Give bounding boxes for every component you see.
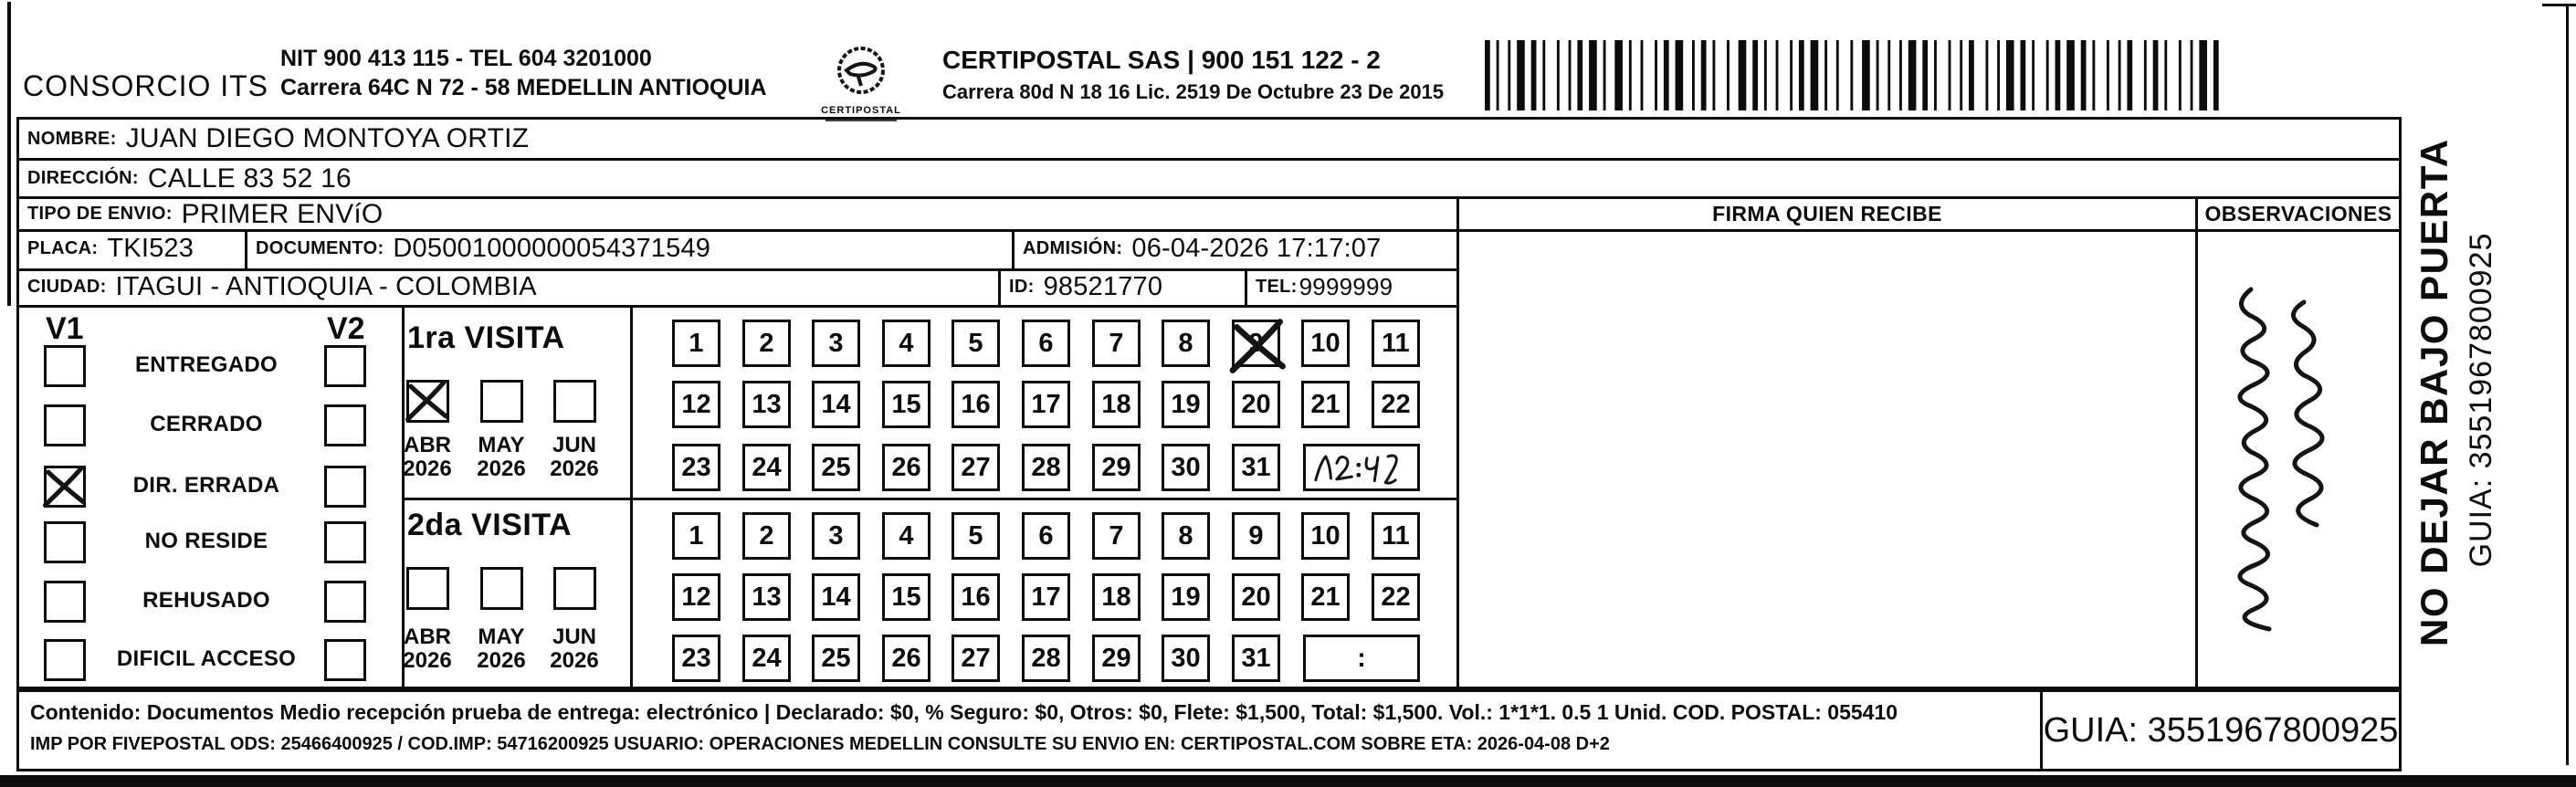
v2-checkbox-dificil-acceso <box>324 639 366 681</box>
tel-cell <box>1247 271 1456 302</box>
second-visit-day-14: 14 <box>812 573 860 621</box>
first-visit-day-13: 13 <box>742 381 791 428</box>
first-visit-day-2: 2 <box>742 320 791 367</box>
second-visit-day-13: 13 <box>742 573 791 621</box>
first-visit-day-10: 10 <box>1301 320 1350 367</box>
first-visit-day-31: 31 <box>1232 444 1280 491</box>
first-visit-day-6: 6 <box>1022 320 1070 367</box>
first-visit-day-25: 25 <box>812 444 860 491</box>
second-visit-day-21: 21 <box>1301 573 1350 621</box>
first-visit-title: 1ra VISITA <box>407 320 565 355</box>
id-cell <box>1001 271 1245 302</box>
observaciones-header: OBSERVACIONES <box>2204 202 2392 226</box>
v1-checkbox-cerrado <box>44 404 86 446</box>
handwriting-icon <box>2213 275 2346 640</box>
footer-band <box>16 689 2402 771</box>
observaciones-handwriting <box>2213 275 2346 640</box>
admision-cell <box>1015 232 1456 266</box>
first-visit-day-17: 17 <box>1022 381 1070 428</box>
first-visit-month-checkbox-may <box>480 380 523 423</box>
first-visit-day-7: 7 <box>1092 320 1141 367</box>
second-visit-year-label: 2026 <box>403 648 452 673</box>
first-visit-day-18: 18 <box>1092 381 1141 428</box>
first-visit-day-14: 14 <box>812 381 860 428</box>
status-options <box>19 120 402 687</box>
first-visit-month-checkbox-abr <box>406 380 449 423</box>
first-visit-day-1: 1 <box>672 320 720 367</box>
second-visit-day-4: 4 <box>882 512 931 560</box>
first-visit-day-11: 11 <box>1372 320 1420 367</box>
second-visit-time-box: : <box>1303 635 1420 682</box>
second-visit-day-19: 19 <box>1162 573 1210 621</box>
first-visit-day-4: 4 <box>882 320 931 367</box>
first-visit-month-label: ABR <box>404 433 451 457</box>
carrier-line1: CERTIPOSTAL SAS | 900 151 122 - 2 <box>942 46 1381 74</box>
side-guia: GUIA: 3551967800925 <box>2464 232 2498 568</box>
second-visit-day-6: 6 <box>1022 512 1070 560</box>
second-visit-month-label: MAY <box>478 624 525 649</box>
carrier-info <box>942 46 1444 104</box>
second-visit-day-23: 23 <box>672 635 720 682</box>
second-visit-day-12: 12 <box>672 573 720 621</box>
company-info <box>280 44 767 102</box>
first-visit-day-5: 5 <box>952 320 1000 367</box>
company-info-line1: NIT 900 413 115 - TEL 604 3201000 <box>280 46 652 71</box>
v1-header: V1 <box>46 311 84 346</box>
second-visit-month-label: ABR <box>404 624 451 649</box>
status-option-label: DIFICIL ACCESO <box>116 646 297 671</box>
admision-value: 06-04-2026 17:17:07 <box>1131 234 1382 263</box>
v1-checkbox-entregado <box>44 345 86 387</box>
first-visit-year-label: 2026 <box>477 456 526 481</box>
ciudad-value: ITAGUI - ANTIOQUIA - COLOMBIA <box>115 271 537 301</box>
first-visit-day-29: 29 <box>1092 444 1141 491</box>
first-visit-day-26: 26 <box>882 444 931 491</box>
second-visit-month-label: JUN <box>552 624 596 649</box>
second-visit-title: 2da VISITA <box>407 508 573 542</box>
second-visit-day-10: 10 <box>1301 512 1350 560</box>
second-visit-day-9: 9 <box>1232 512 1280 560</box>
second-visit-day-25: 25 <box>812 635 860 682</box>
second-visit-day-26: 26 <box>882 635 931 682</box>
second-visit-day-22: 22 <box>1372 573 1420 621</box>
second-visit-day-3: 3 <box>812 512 860 560</box>
second-visit-day-27: 27 <box>952 635 1000 682</box>
first-visit-day-21: 21 <box>1301 381 1350 428</box>
right-edge-line <box>2566 5 2569 765</box>
nombre-label: NOMBRE: <box>27 128 117 149</box>
tel-value: 9999999 <box>1299 272 1393 300</box>
status-option-label: DIR. ERRADA <box>132 473 280 498</box>
carrier-line2: Carrera 80d N 18 16 Lic. 2519 De Octubre 23 De 2015 <box>942 80 1445 103</box>
second-visit-day-15: 15 <box>882 573 931 621</box>
first-visit-month-checkbox-jun <box>553 380 596 423</box>
v1-checkbox-no-reside <box>44 521 86 563</box>
v1-checkbox-dir-errada <box>44 466 86 508</box>
left-edge-line <box>7 2 11 306</box>
second-visit-day-31: 31 <box>1232 635 1280 682</box>
second-visit-day-17: 17 <box>1022 573 1070 621</box>
first-visit-day-22: 22 <box>1372 381 1420 428</box>
first-visit-day-28: 28 <box>1022 444 1070 491</box>
documento-label: DOCUMENTO: <box>256 238 384 258</box>
second-visit-day-29: 29 <box>1092 635 1141 682</box>
company-name: CONSORCIO ITS <box>23 69 269 102</box>
tel-label: TEL: <box>1256 276 1298 297</box>
second-visit-year-label: 2026 <box>550 648 599 673</box>
side-warning: NO DEJAR BAJO PUERTA <box>2413 138 2455 646</box>
first-visit-time-handwriting <box>1303 444 1420 491</box>
second-visit-month-checkbox-jun <box>553 567 596 610</box>
first-visit-day-15: 15 <box>882 381 931 428</box>
first-visit-month-label: JUN <box>552 433 596 457</box>
top-right-tick <box>2542 4 2576 6</box>
second-visit-month-checkbox-abr <box>406 567 449 610</box>
footer-guia: GUIA: 3551967800925 <box>2043 710 2399 750</box>
status-option-label: ENTREGADO <box>134 352 279 377</box>
first-visit-day-24: 24 <box>742 444 791 491</box>
direccion-value: CALLE 83 52 16 <box>147 163 352 194</box>
status-option-label: CERRADO <box>150 412 263 436</box>
admision-label: ADMISIÓN: <box>1023 238 1123 258</box>
company-info-line2: Carrera 64C N 72 - 58 MEDELLIN ANTIOQUIA <box>280 75 767 100</box>
second-visit-day-28: 28 <box>1022 635 1070 682</box>
second-visit-day-8: 8 <box>1162 512 1210 560</box>
v2-checkbox-rehusado <box>324 581 366 623</box>
first-visit-day-19: 19 <box>1162 381 1210 428</box>
first-visit-year-label: 2026 <box>403 456 452 481</box>
first-visit-day-12: 12 <box>672 381 720 428</box>
first-visit-month-label: MAY <box>478 433 525 457</box>
second-visit-day-1: 1 <box>672 512 720 560</box>
first-visit-day-30: 30 <box>1162 444 1210 491</box>
second-visit-day-5: 5 <box>952 512 1000 560</box>
bottom-scan-bar <box>0 775 2576 787</box>
second-visit-month-checkbox-may <box>480 567 523 610</box>
first-visit-day-8: 8 <box>1162 320 1210 367</box>
second-visit-day-18: 18 <box>1092 573 1141 621</box>
second-visit-year-label: 2026 <box>477 648 526 673</box>
id-label: ID: <box>1009 276 1035 297</box>
v2-header: V2 <box>327 311 365 346</box>
certipostal-logo <box>815 44 907 121</box>
id-value: 98521770 <box>1043 271 1163 301</box>
tipo-envio-value: PRIMER ENVíO <box>181 199 384 229</box>
v2-checkbox-dir-errada <box>324 466 366 508</box>
footer-line1: Contenido: Documentos Medio recepción prueba de entrega: electrónico | Declarado: $0, % Seguro: $0, Otros: $0, Flete: $1,500, Total: $1,500. Vol.: 1*1*1. 0.5 1 Unid. COD. POSTAL: 055410 <box>30 700 1898 724</box>
certipostal-logo-icon <box>831 44 891 100</box>
first-visit-day-16: 16 <box>952 381 1000 428</box>
ciudad-label: CIUDAD: <box>27 276 107 297</box>
first-visit-day-27: 27 <box>952 444 1000 491</box>
placa-label: PLACA: <box>27 238 99 258</box>
second-visit-day-20: 20 <box>1232 573 1280 621</box>
second-visit-day-24: 24 <box>742 635 791 682</box>
v2-checkbox-no-reside <box>324 521 366 563</box>
firma-header: FIRMA QUIEN RECIBE <box>1712 202 1942 226</box>
first-visit-day-23: 23 <box>672 444 720 491</box>
v2-checkbox-entregado <box>324 345 366 387</box>
firma-area <box>1459 229 2195 687</box>
tipo-envio-label: TIPO DE ENVIO: <box>27 204 173 224</box>
second-visit-day-16: 16 <box>952 573 1000 621</box>
v1-checkbox-rehusado <box>44 581 86 623</box>
second-visit-day-11: 11 <box>1372 512 1420 560</box>
first-visit-day-20: 20 <box>1232 381 1280 428</box>
form-table <box>16 117 2402 689</box>
status-option-label: REHUSADO <box>142 588 270 613</box>
direccion-label: DIRECCIÓN: <box>27 168 139 188</box>
barcode <box>1485 40 2221 110</box>
second-visit-day-7: 7 <box>1092 512 1141 560</box>
first-visit-day-3: 3 <box>812 320 860 367</box>
nombre-value: JUAN DIEGO MONTOYA ORTIZ <box>125 123 530 153</box>
placa-value: TKI523 <box>107 234 195 263</box>
second-visit-day-2: 2 <box>742 512 791 560</box>
first-visit-year-label: 2026 <box>550 456 599 481</box>
documento-value: D05001000000054371549 <box>393 234 711 263</box>
v2-checkbox-cerrado <box>324 404 366 446</box>
footer-line2: IMP POR FIVEPOSTAL ODS: 25466400925 / COD.IMP: 54716200925 USUARIO: OPERACIONES MEDELLIN CONSULTE SU ENVIO EN: CERTIPOSTAL.COM SOBRE ETA: 2026-04-08 D+2 <box>30 734 1610 754</box>
first-visit-day-9: 9 <box>1232 320 1280 367</box>
status-option-label: NO RESIDE <box>144 529 268 553</box>
v1-checkbox-dificil-acceso <box>44 639 86 681</box>
second-visit-day-30: 30 <box>1162 635 1210 682</box>
logo-caption: CERTIPOSTAL <box>821 105 901 116</box>
